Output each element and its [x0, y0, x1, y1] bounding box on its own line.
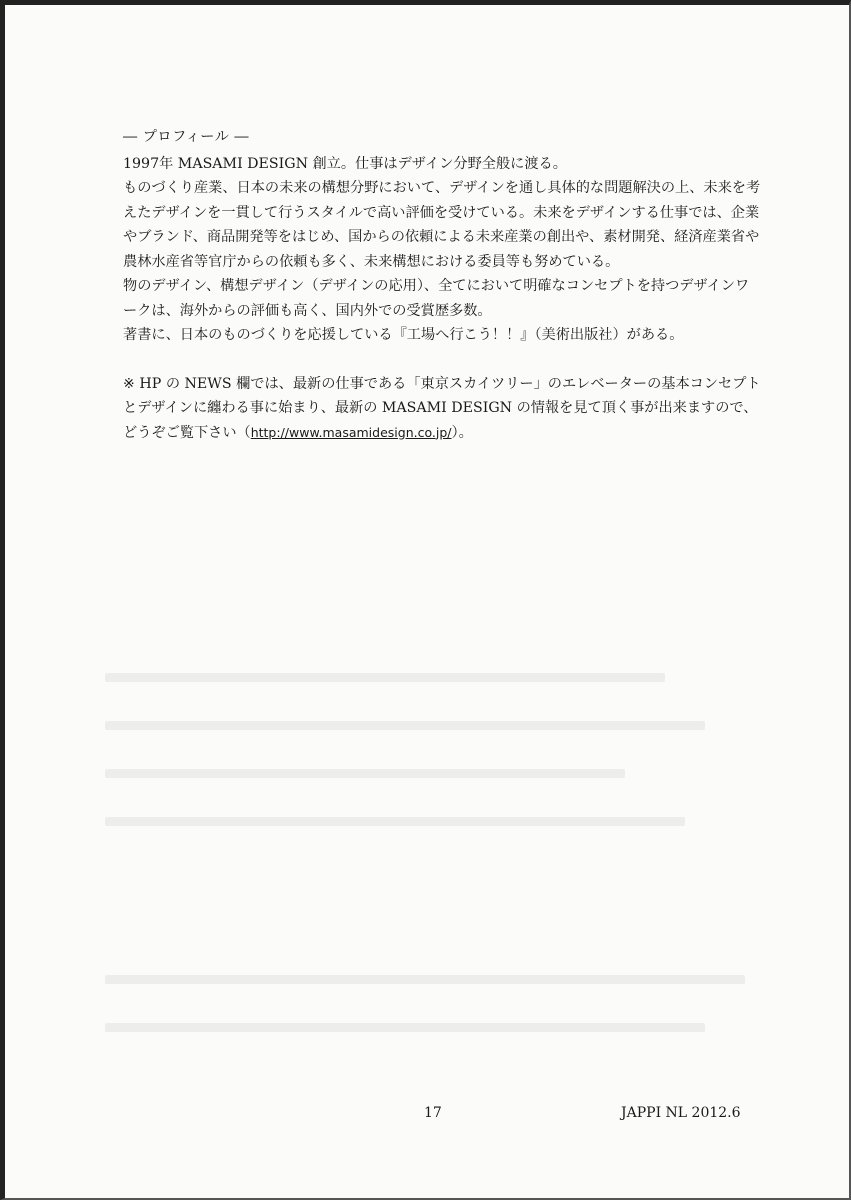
profile-heading: ― プロフィール ― [123, 129, 250, 145]
profile-paragraph: 1997年 MASAMI DESIGN 創立。仕事はデザイン分野全般に渡る。 [123, 155, 567, 172]
page-number: 17 [424, 1105, 442, 1121]
website-note-suffix: ）。 [451, 424, 473, 441]
show-through-band [105, 769, 625, 778]
show-through-band [105, 673, 665, 682]
show-through-band [105, 721, 705, 730]
profile-section [123, 125, 763, 445]
profile-paragraph: 著書に、日本のものづくりを応援している『工場へ行こう！！』（美術出版社）がある。 [123, 327, 684, 343]
website-note [123, 372, 763, 446]
website-link[interactable]: http://www.masamidesign.co.jp/ [250, 424, 452, 440]
show-through-band [105, 975, 745, 984]
show-through-band [105, 1023, 705, 1032]
profile-paragraph: 物のデザイン、構想デザイン（デザインの応用）、全てにおいて明確なコンセプトを持つデザインワークは、海外からの評価も高く、国内外での受賞歴多数。 [123, 278, 750, 319]
website-note-text: ※ HP の NEWS 欄では、最新の仕事である「東京スカイツリー」のエレベーターの基本コンセプトとデザインに纏わる事に始まり、最新の MASAMI DESIGN の情報を見て頂く事が出来ますので、どうぞご覧下さい（ [123, 375, 761, 441]
profile-paragraph: ものづくり産業、日本の未来の構想分野において、デザインを通し具体的な問題解決の上、未来を考えたデザインを一貫して行うスタイルで高い評価を受けている。未来をデザインする仕事では、企業やブランド、商品開発等をはじめ、国からの依頼による未来産業の創出や、素材開発、経済産業省や農林水産省等官庁からの依頼も多く、未来構想における委員等も努めている。 [123, 180, 761, 270]
newsletter-issue: JAPPI NL 2012.6 [621, 1105, 741, 1121]
show-through-band [105, 817, 685, 826]
